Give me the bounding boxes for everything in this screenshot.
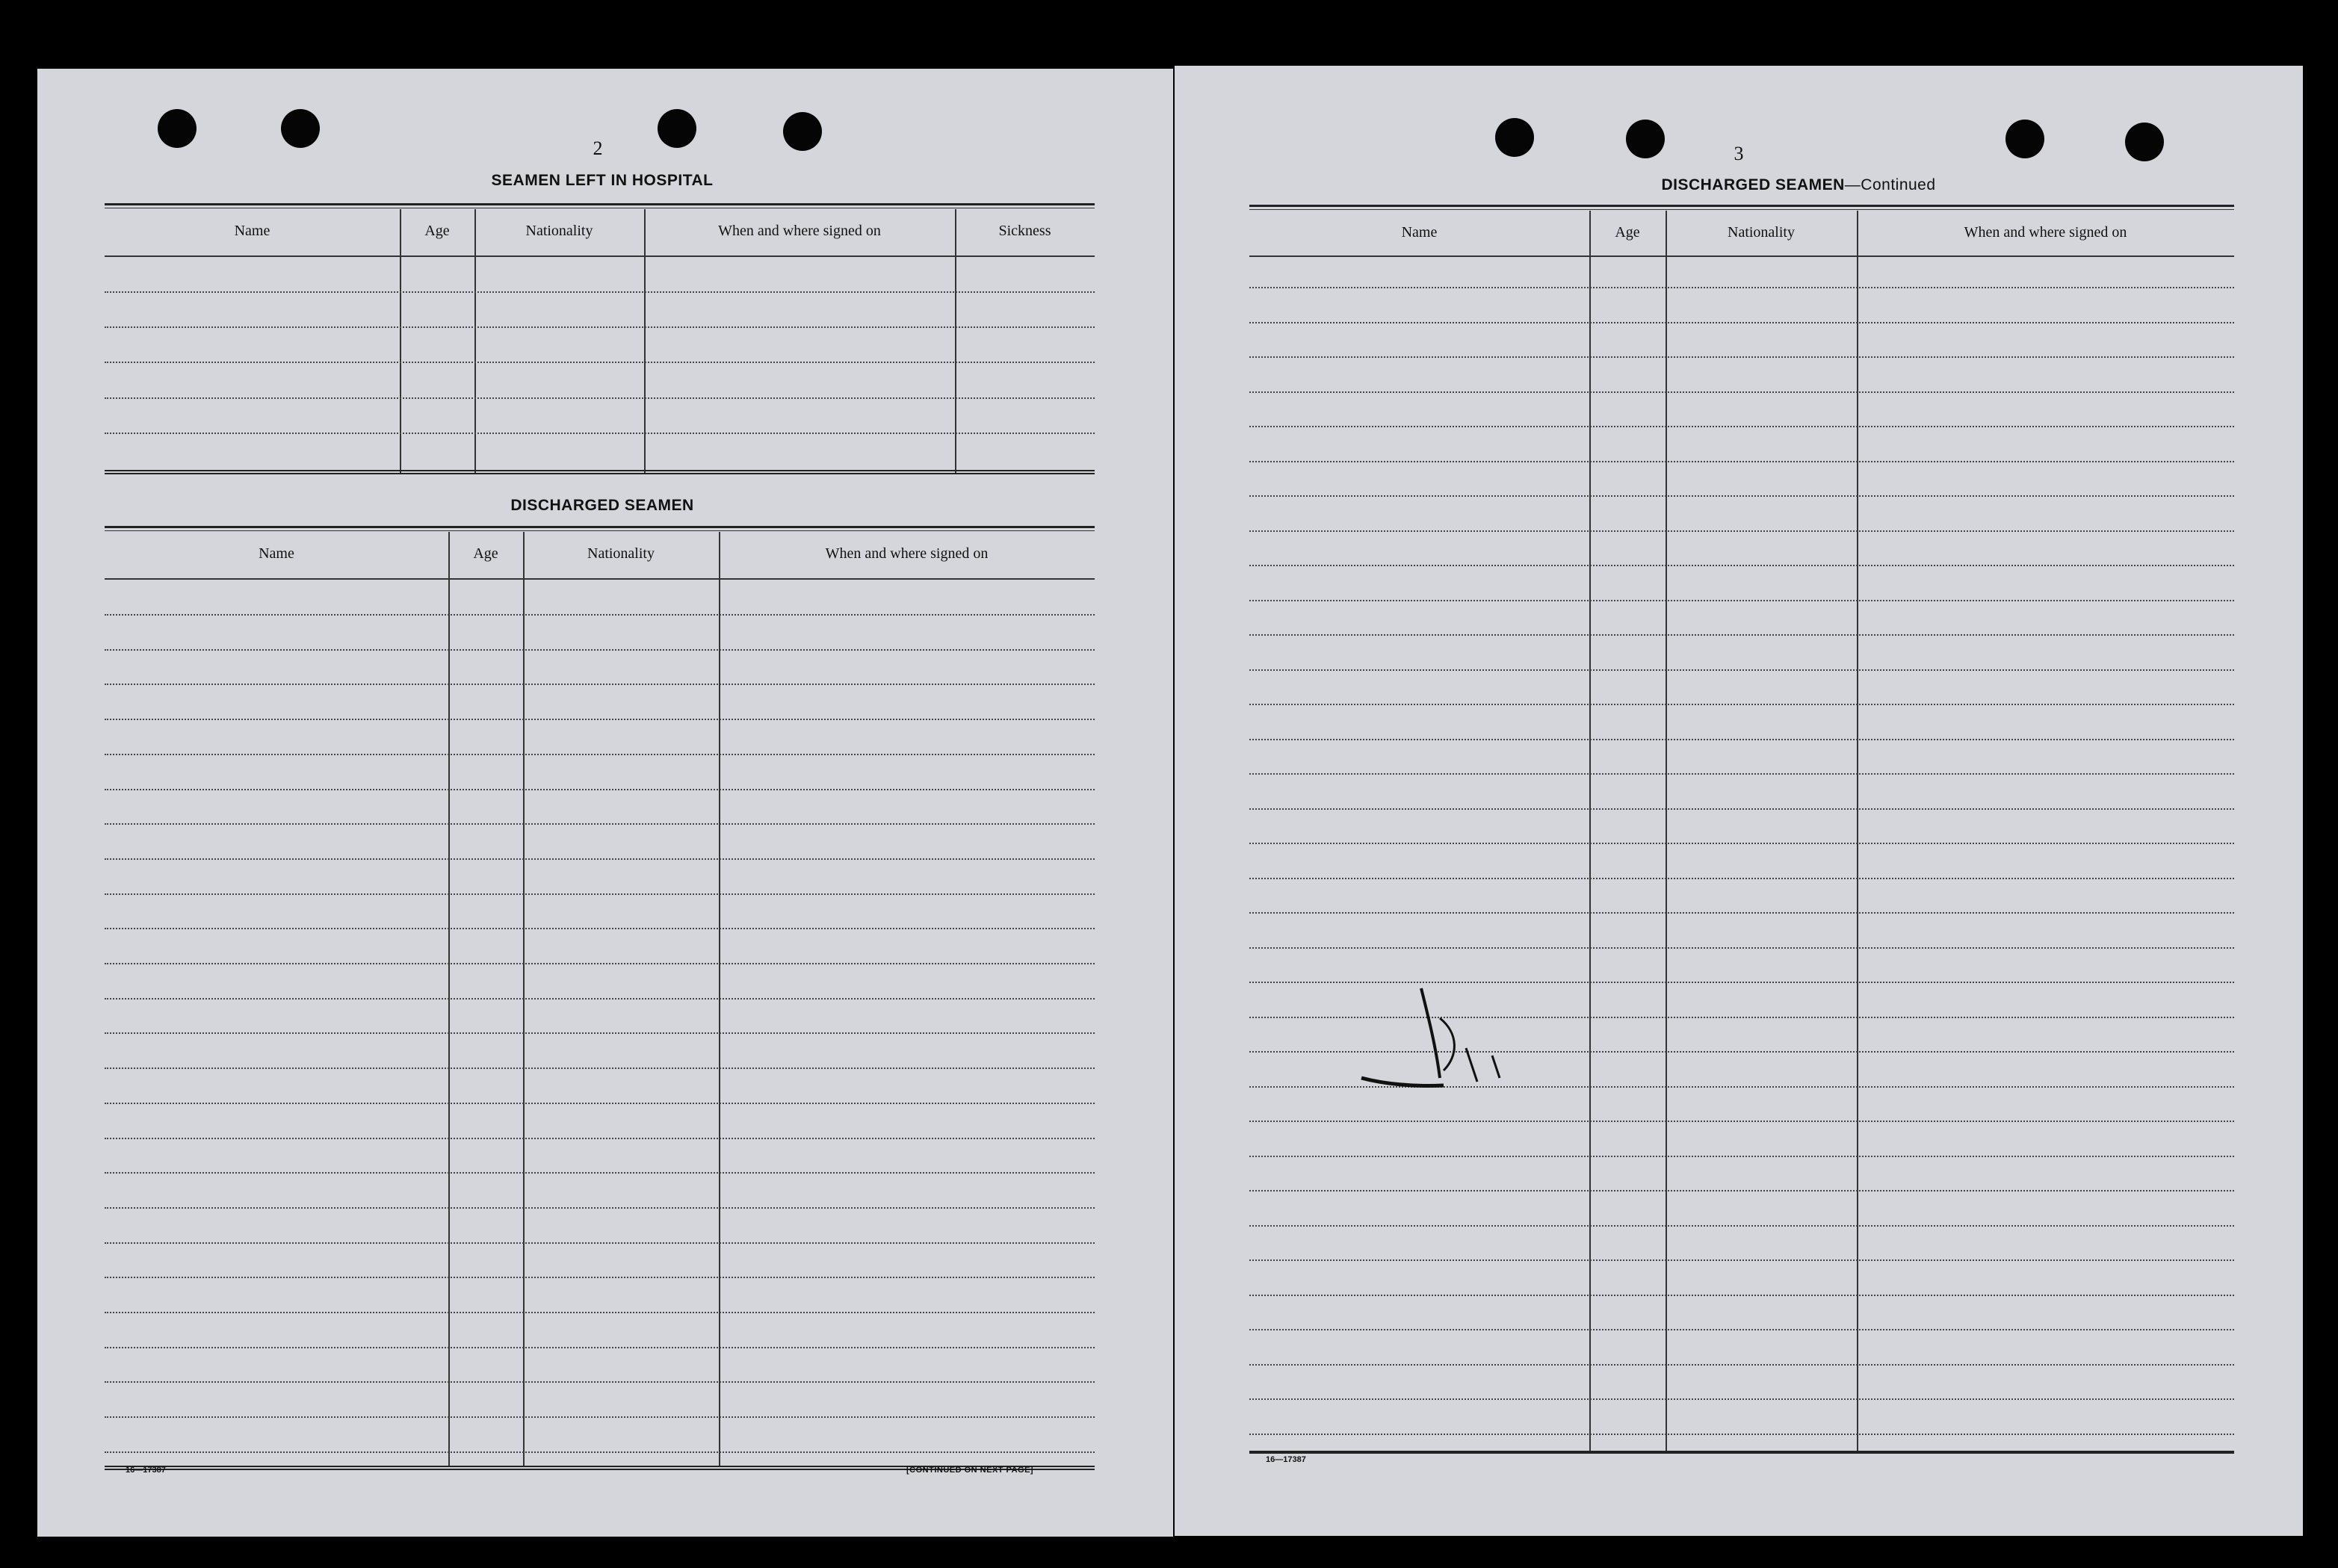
table-row-line [1249,739,2234,740]
table-row-line [105,1381,1095,1383]
table-row-line [1249,1225,2234,1227]
table-row-line [1249,461,2234,462]
column-header-when-where: When and where signed on [1964,224,2127,241]
discharged-section-title: DISCHARGED SEAMEN [510,497,694,514]
column-header-age: Age [1615,224,1640,241]
table-row-line [105,1138,1095,1139]
table-row-line [105,823,1095,825]
punch-hole [783,112,822,151]
table-row-line [1249,704,2234,705]
table-row-line [1249,565,2234,566]
table-row-line [1249,1295,2234,1296]
table-row-line [105,754,1095,755]
column-header-name: Name [234,223,270,239]
table-row-line [105,998,1095,1000]
table-row-line [105,1451,1095,1453]
table-row-line [105,614,1095,616]
table-row-line [1249,1329,2234,1330]
table-row-line [1249,1364,2234,1366]
table-row-line [1249,600,2234,601]
table-row-line [1249,912,2234,914]
right-page [1175,66,2303,1536]
table-row-line [1249,426,2234,427]
table-row-line [105,928,1095,929]
table-row-line [105,1103,1095,1104]
left-page [37,69,1173,1537]
punch-hole [158,109,197,148]
discharged-continued-title [1661,176,1935,194]
punch-hole [658,109,696,148]
table-row-line [1249,391,2234,393]
hospital-section-title: SEAMEN LEFT IN HOSPITAL [491,172,714,189]
punch-hole [2125,123,2164,161]
page-number: 3 [1734,143,1744,164]
column-header-age: Age [473,545,498,562]
table-row-line [105,1032,1095,1034]
table-row-line [1249,495,2234,497]
table-row-line [1249,287,2234,288]
punch-hole [1495,118,1534,157]
handwritten-signature [1354,973,1526,1100]
table-row-line [105,719,1095,720]
table-row-line [1249,1259,2234,1261]
continued-footer: [CONTINUED ON NEXT PAGE] [906,1466,1034,1475]
table-row-line [105,1067,1095,1069]
discharged-table [105,526,1095,1542]
table-row-line [105,1312,1095,1313]
table-row-line [105,649,1095,651]
punch-hole [281,109,320,148]
column-header-name: Name [259,545,294,562]
table-row-line [1249,947,2234,949]
form-number: 16—17387 [126,1466,166,1475]
table-row-line [105,893,1095,895]
title-suffix: —Continued [1844,176,1936,193]
table-row-line [1249,669,2234,671]
table-row-line [105,684,1095,685]
column-header-sickness: Sickness [998,223,1051,239]
title-main: DISCHARGED SEAMEN [1661,176,1845,193]
column-header-name: Name [1401,224,1438,241]
table-row-line [1249,1434,2234,1435]
form-number: 16—17387 [1266,1455,1306,1464]
table-row-line [1249,808,2234,810]
table-row-line [1249,634,2234,636]
table-row-line [105,858,1095,860]
table-row-line [1249,1121,2234,1122]
table-row-line [1249,773,2234,775]
table-row-line [105,1416,1095,1418]
table-row-line [1249,530,2234,532]
page-number: 2 [593,137,603,159]
punch-hole [1626,120,1665,158]
discharged-continued-table [1249,205,2234,1460]
table-row-line [105,1172,1095,1174]
table-row-line [1249,1398,2234,1400]
column-header-age: Age [424,223,450,239]
table-row-line [105,1277,1095,1278]
table-row-line [1249,356,2234,358]
punch-hole [2005,120,2044,158]
table-row-line [105,1347,1095,1348]
table-row-line [1249,843,2234,844]
table-row-line [1249,1156,2234,1157]
table-row-line [105,1207,1095,1209]
table-row-line [105,963,1095,964]
table-row-line [1249,878,2234,879]
table-row-line [1249,322,2234,323]
table-row-line [1249,1190,2234,1192]
column-header-when-where: When and where signed on [825,545,989,562]
table-row-line [105,789,1095,790]
column-header-nationality: Nationality [587,545,655,562]
hospital-table [105,203,1095,543]
column-header-nationality: Nationality [1728,224,1795,241]
column-header-nationality: Nationality [525,223,593,239]
table-row-line [105,1242,1095,1244]
column-header-when-where: When and where signed on [718,223,881,239]
